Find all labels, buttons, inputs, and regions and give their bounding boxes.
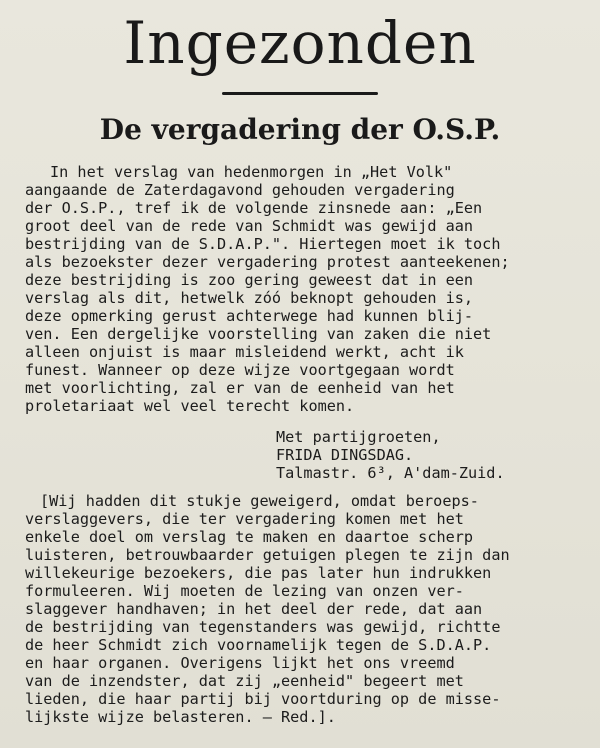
reply-line: de bestrijding van tegenstanders was gewijd, richtte <box>25 618 501 636</box>
reply-line: formuleeren. Wij moeten de lezing van onzen ver- <box>25 582 464 600</box>
letter-line: verslag als dit, hetwelk zóó beknopt gehouden is, <box>25 289 474 307</box>
reply-line: van de inzendster, dat zij „eenheid" begeert met <box>25 672 464 690</box>
letter-line: ven. Een dergelijke voorstelling van zaken die niet <box>25 325 492 343</box>
reply-line: luisteren, betrouwbaarder getuigen plegen te zijn dan <box>25 546 510 564</box>
letter-line: proletariaat wel veel terecht komen. <box>25 397 355 415</box>
letter-line: In het verslag van hedenmorgen in „Het Volk" <box>50 163 453 181</box>
section-masthead: Ingezonden <box>123 9 477 77</box>
letter-line: deze bestrijding is zoo gering geweest dat in een <box>25 271 474 289</box>
reply-line: lieden, die haar partij bij voortduring op de misse- <box>25 690 501 708</box>
letter-line: als bezoekster dezer vergadering protest aanteekenen; <box>25 253 510 271</box>
reply-line: willekeurige bezoekers, die pas later hun indrukken <box>25 564 492 582</box>
letter-line: deze opmerking gerust achterwege had kunnen blij- <box>25 307 474 325</box>
reply-line: slaggever handhaven; in het deel der rede, dat aan <box>25 600 483 618</box>
reply-line: de heer Schmidt zich voornamelijk tegen de S.D.A.P. <box>25 636 492 654</box>
letter-line: bestrijding van de S.D.A.P.". Hiertegen moet ik toch <box>25 235 501 253</box>
reply-line: [Wij hadden dit stukje geweigerd, omdat beroeps- <box>40 492 479 510</box>
letter-line: alleen onjuist is maar misleidend werkt, acht ik <box>25 343 464 361</box>
reply-line: enkele doel om verslag te maken en daartoe scherp <box>25 528 474 546</box>
reply-line: en haar organen. Overigens lijkt het ons vreemd <box>25 654 455 672</box>
signature-closing: Met partijgroeten, <box>276 428 441 446</box>
article-headline: De vergadering der O.S.P. <box>99 113 501 146</box>
letter-line: groot deel van de rede van Schmidt was gewijd aan <box>25 217 474 235</box>
decorative-rule <box>222 92 378 95</box>
signature-address: Talmastr. 6³, A'dam-Zuid. <box>276 464 505 482</box>
signature-name: FRIDA DINGSDAG. <box>276 446 414 464</box>
letter-line: aangaande de Zaterdagavond gehouden vergadering <box>25 181 455 199</box>
reply-line: lijkste wijze belasteren. — Red.]. <box>25 708 336 726</box>
letter-line: met voorlichting, zal er van de eenheid van het <box>25 379 455 397</box>
reply-line: verslaggevers, die ter vergadering komen met het <box>25 510 464 528</box>
letter-line: funest. Wanneer op deze wijze voortgegaan wordt <box>25 361 455 379</box>
letter-line: der O.S.P., tref ik de volgende zinsnede aan: „Een <box>25 199 483 217</box>
